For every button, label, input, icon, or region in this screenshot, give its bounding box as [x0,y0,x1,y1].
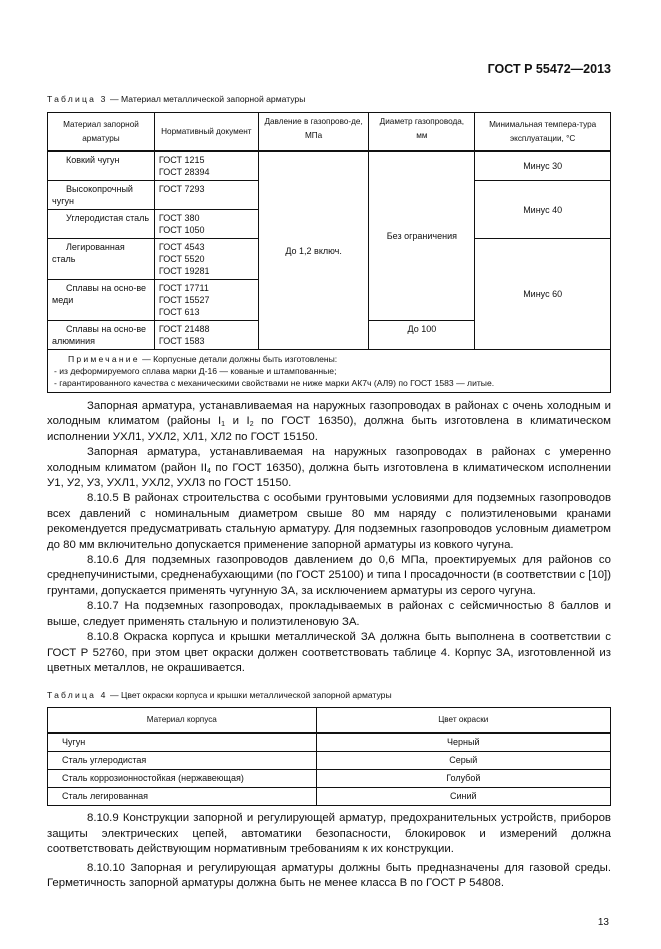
paragraph [47,445,611,491]
paragraph: 8.10.9 Конструкции запорной и регулирующей арматур, предохранительных устройств, приборов защиты электрических цепей, автоматики безопасности, блокировок и измерений должна соответствовать действующим нормативным требованиям к их конструкции. [47,812,611,856]
table3-header: Минимальная темпера-тура эксплуатации, °С [475,113,611,152]
material-cell: Ковкий чугун [48,151,155,181]
table3-header: Нормативный документ [154,113,258,152]
docs-cell: ГОСТ 4543 ГОСТ 5520 ГОСТ 19281 [154,239,258,280]
paragraph: 8.10.7 На подземных газопроводах, прокладываемых в районах с сейсмичностью 8 баллов и выше, следует применять стальную и полиэтиленовую ЗА. [47,600,611,628]
table4-caption [47,690,611,701]
note-item: - гарантированного качества с механическими свойствами не ниже марки АК7ч (АЛ9) по ГОСТ 1583 — литые. [54,378,495,388]
subscript: 2 [249,421,254,429]
docs-cell: ГОСТ 17711 ГОСТ 15527 ГОСТ 613 [154,280,258,321]
body-text-2 [47,811,611,891]
page-number: 13 [597,917,609,929]
table-row [48,733,611,752]
material-cell: Сталь легированная [48,788,317,806]
table4-caption-label: Таблица 4 [47,690,108,701]
note-label: Примечание [68,354,140,364]
table3 [47,112,611,393]
material-cell: Углеродистая сталь [48,210,155,239]
table3-caption-label: Таблица 3 [47,94,108,104]
material-cell: Сплавы на осно-ве меди [48,280,155,321]
note-item: - из деформируемого сплава марки Д-16 — кованые и штампованные; [54,366,337,376]
table-row [48,752,611,770]
paragraph: 8.10.10 Запорная и регулирующая арматуры должны быть предназначены для газовой среды. Герметичность запорной арматуры должна быть не менее класса В по ГОСТ Р 54808. [47,861,611,889]
pressure-cell: До 1,2 включ. [258,151,369,350]
table4-caption-text: — Цвет окраски корпуса и крышки металлической запорной арматуры [107,690,392,701]
table3-note [48,350,611,393]
table3-header: Диаметр газопровода, мм [369,113,475,152]
min-temp-cell: Минус 30 [475,151,611,181]
docs-cell: ГОСТ 1215 ГОСТ 28394 [154,151,258,181]
table3-header: Давление в газопрово-де, МПа [258,113,369,152]
subscript: 1 [221,421,226,429]
paragraph [47,399,611,445]
paragraph: 8.10.6 Для подземных газопроводов давлением до 0,6 МПа, проектируемых для районов со среднепучинистыми, средненабухающими (по ГОСТ 25100) и типа I просадочности (в соответствии с [10]) грунтами, допускается применять чугунную ЗА, за исключением арматуры из серого чугуна. [47,554,611,597]
diameter-cell: Без ограничения [369,151,475,321]
color-cell: Синий [316,788,610,806]
table4-header: Цвет окраски [316,708,610,734]
color-cell: Черный [316,733,610,752]
text: Запорная арматура, устанавливаемая на наружных газопроводах в районах с умеренно холодным климатом (район II [47,446,611,474]
paragraph: 8.10.8 Окраска корпуса и крышки металлической ЗА должна быть выполнена в соответствии с ГОСТ Р 52760, при этом цвет окраски должен соответствовать таблице 4. Корпус ЗА, изготовленной из цветных металлов, не окрашивается. [47,631,611,674]
material-cell: Сталь углеродистая [48,752,317,770]
table-row [48,770,611,788]
table-row [48,151,611,181]
material-cell: Чугун [48,733,317,752]
text: Запорная арматура, устанавливаемая на наружных газопроводах в районах с очень холодным и холодным климатом (районы I [47,400,611,428]
body-text-1 [47,399,611,676]
text: и I [225,415,250,428]
table3-caption [47,94,611,105]
color-cell: Серый [316,752,610,770]
min-temp-cell: Минус 60 [475,239,611,350]
text: по ГОСТ 16350), должна быть изготовлена в климатическом исполнении УХЛ1, УХЛ2, ХЛ1, ХЛ2 по ГОСТ 15150. [47,415,611,443]
docs-cell: ГОСТ 21488 ГОСТ 1583 [154,321,258,350]
diameter-cell: До 100 [369,321,475,350]
paragraph: 8.10.5 В районах строительства с особыми грунтовыми условиями для подземных газопроводов всех давлений с номинальным диаметром свыше 80 мм наряду с полиэтиленовыми кранами рекомендуется предусматривать стальную арматуру. Для подземных газопроводов условным диаметром до 80 мм включительно допускается применение запорной арматуры из ковкого чугуна. [47,492,611,551]
table4-header: Материал корпуса [48,708,317,734]
table-row [48,788,611,806]
table4 [47,707,611,806]
note-text: — Корпусные детали должны быть изготовлены: [139,354,338,364]
material-cell: Сталь коррозионностойкая (нержавеющая) [48,770,317,788]
docs-cell: ГОСТ 7293 [154,181,258,210]
document-id: ГОСТ Р 55472—2013 [487,62,611,76]
table3-header: Материал запорной арматуры [48,113,155,152]
subscript: 4 [207,467,211,475]
min-temp-cell: Минус 40 [475,181,611,239]
material-cell: Легированная сталь [48,239,155,280]
docs-cell: ГОСТ 380 ГОСТ 1050 [154,210,258,239]
material-cell: Сплавы на осно-ве алюминия [48,321,155,350]
material-cell: Высокопрочный чугун [48,181,155,210]
table3-caption-text: — Материал металлической запорной арматуры [107,94,306,104]
color-cell: Голубой [316,770,610,788]
text: по ГОСТ 16350), должна быть изготовлена в климатическом исполнении У1, У2, У3, УХЛ1, УХЛ2, УХЛ3 по ГОСТ 15150. [47,461,611,490]
